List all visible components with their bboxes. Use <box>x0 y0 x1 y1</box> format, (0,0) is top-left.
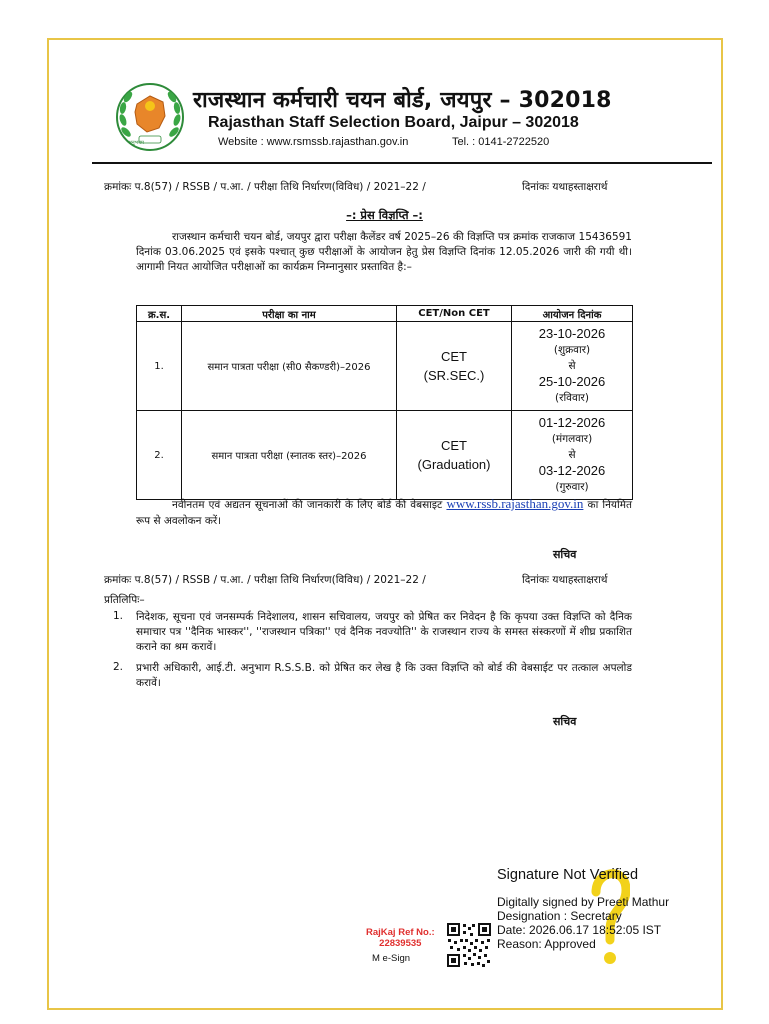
reference-number-2: क्रमांकः प.8(57) / RSSB / प.आ. / परीक्षा तिथि निर्धारण(विविध) / 2021–22 / <box>104 574 426 586</box>
row-cet-line1: CET <box>441 438 467 453</box>
copy-item-number: 1. <box>113 610 124 622</box>
intro-paragraph: राजस्थान कर्मचारी चयन बोर्ड, जयपुर द्वारा परीक्षा कैलेंडर वर्ष 2025–26 की विज्ञप्ति पत्र क्रमांक राजकाज 15436591 दिनांक 03.06.2025 एवं इसके पश्चात् कुछ परीक्षाओं के आयोजन हेतु प्रेस विज्ञप्ति दिनांक 12.05.2026 जारी की गयी थी। आगामी नियत आयोजित परीक्षाओं का कार्यक्रम निम्नानुसार प्रस्तावित है:– <box>136 231 632 273</box>
day-from: (शुक्रवार) <box>553 344 591 356</box>
row-cet <box>397 411 512 500</box>
copy-item-number: 2. <box>113 661 124 673</box>
header-exam-name: परीक्षा का नाम <box>182 306 397 322</box>
table-row <box>137 322 633 411</box>
signature-designation: Designation : Secretary <box>497 909 622 923</box>
row-cet-line2: (SR.SEC.) <box>423 368 485 383</box>
row-cet-line2: (Graduation) <box>417 457 491 472</box>
row-cet-line1: CET <box>441 349 467 364</box>
press-release-title: –: प्रेस विज्ञप्ति –: <box>346 208 423 222</box>
row-sno: 2. <box>137 411 182 500</box>
esign-label: M e-Sign <box>372 953 411 964</box>
reference-number: क्रमांकः प.8(57) / RSSB / प.आ. / परीक्षा तिथि निर्धारण(विविध) / 2021–22 / <box>104 181 426 193</box>
date-se: से <box>568 360 576 372</box>
website-note <box>136 496 632 529</box>
row-exam-name: समान पात्रता परीक्षा (सी0 सैकण्डरी)–2026 <box>182 322 397 411</box>
header-website: Website : www.rsmssb.rajasthan.gov.in <box>218 136 409 148</box>
row-exam-name: समान पात्रता परीक्षा (स्नातक स्तर)–2026 <box>182 411 397 500</box>
reference-date-2: दिनांकः यथाहस्ताक्षरार्थ <box>522 574 608 586</box>
copy-item-text: निदेशक, सूचना एवं जनसम्पर्क निदेशालय, शासन सचिवालय, जयपुर को प्रेषित कर निवेदन है कि कृपया उक्त विज्ञप्ति को दैनिक समाचार पत्र ''दैनिक भास्कर'', ''राजस्थान पत्रिका'' एवं दैनिक नवज्योति'' के राजस्थान राज्य के समस्त संस्करणों में शीघ्र प्रकाशित कराने का श्रम करावें। <box>136 611 632 653</box>
qr-code-icon <box>446 922 492 968</box>
row-dates <box>512 411 633 500</box>
note-text-post: का नियमित रूप से अवलोकन करें। <box>136 499 632 527</box>
signature-status: Signature Not Verified <box>497 867 639 883</box>
rajkaj-number: 22839535 <box>379 938 422 949</box>
day-to: (रविवार) <box>555 392 589 404</box>
signatory-2: सचिव <box>553 715 577 728</box>
date-from: 23-10-2026 <box>538 326 606 341</box>
signatory-1: सचिव <box>553 548 577 561</box>
rajkaj-reference <box>366 927 435 949</box>
logo-motto: अनुभवम <box>128 140 144 146</box>
day-to: (गुरुवार) <box>555 481 589 493</box>
row-sno: 1. <box>137 322 182 411</box>
copy-to-label: प्रतिलिपिः– <box>104 594 145 606</box>
signature-date: Date: 2026.06.17 18:52:05 IST <box>497 923 662 937</box>
digital-signature-block <box>497 867 707 951</box>
header-sno: क्र.स. <box>137 306 182 322</box>
copy-item-text: प्रभारी अधिकारी, आई.टी. अनुभाग R.S.S.B. को प्रेषित कर लेख है कि उक्त विज्ञप्ति को बोर्ड की वेबसाईट पर तत्काल अपलोड करावें। <box>136 662 632 689</box>
header-title-english: Rajasthan Staff Selection Board, Jaipur – 302018 <box>208 114 579 131</box>
rssb-logo-icon <box>115 82 185 152</box>
date-se: से <box>568 449 576 461</box>
rajkaj-label: RajKaj Ref No.: <box>366 927 435 938</box>
exam-schedule-table <box>136 305 633 500</box>
board-website-link[interactable]: www.rssb.rajasthan.gov.in <box>446 496 584 511</box>
date-from: 01-12-2026 <box>538 415 606 430</box>
signature-signed-by: Digitally signed by Preeti Mathur <box>497 895 670 909</box>
header-telephone: Tel. : 0141-2722520 <box>452 136 550 148</box>
header-divider <box>92 162 712 164</box>
table-header-row <box>137 306 633 322</box>
header-exam-date: आयोजन दिनांक <box>512 306 633 322</box>
date-to: 03-12-2026 <box>538 463 606 478</box>
row-dates <box>512 322 633 411</box>
note-text-pre: नवीनतम एवं अद्यतन सूचनाओं की जानकारी के लिए बोर्ड की वेबसाइट <box>172 499 443 511</box>
day-from: (मंगलवार) <box>551 433 593 445</box>
reference-date: दिनांकः यथाहस्ताक्षरार्थ <box>522 181 608 193</box>
row-cet <box>397 322 512 411</box>
table-row <box>137 411 633 500</box>
header-cet: CET/Non CET <box>397 306 512 322</box>
date-to: 25-10-2026 <box>538 374 606 389</box>
signature-reason: Reason: Approved <box>497 937 596 951</box>
header-title-hindi: राजस्थान कर्मचारी चयन बोर्ड, जयपुर – 302018 <box>193 88 612 113</box>
